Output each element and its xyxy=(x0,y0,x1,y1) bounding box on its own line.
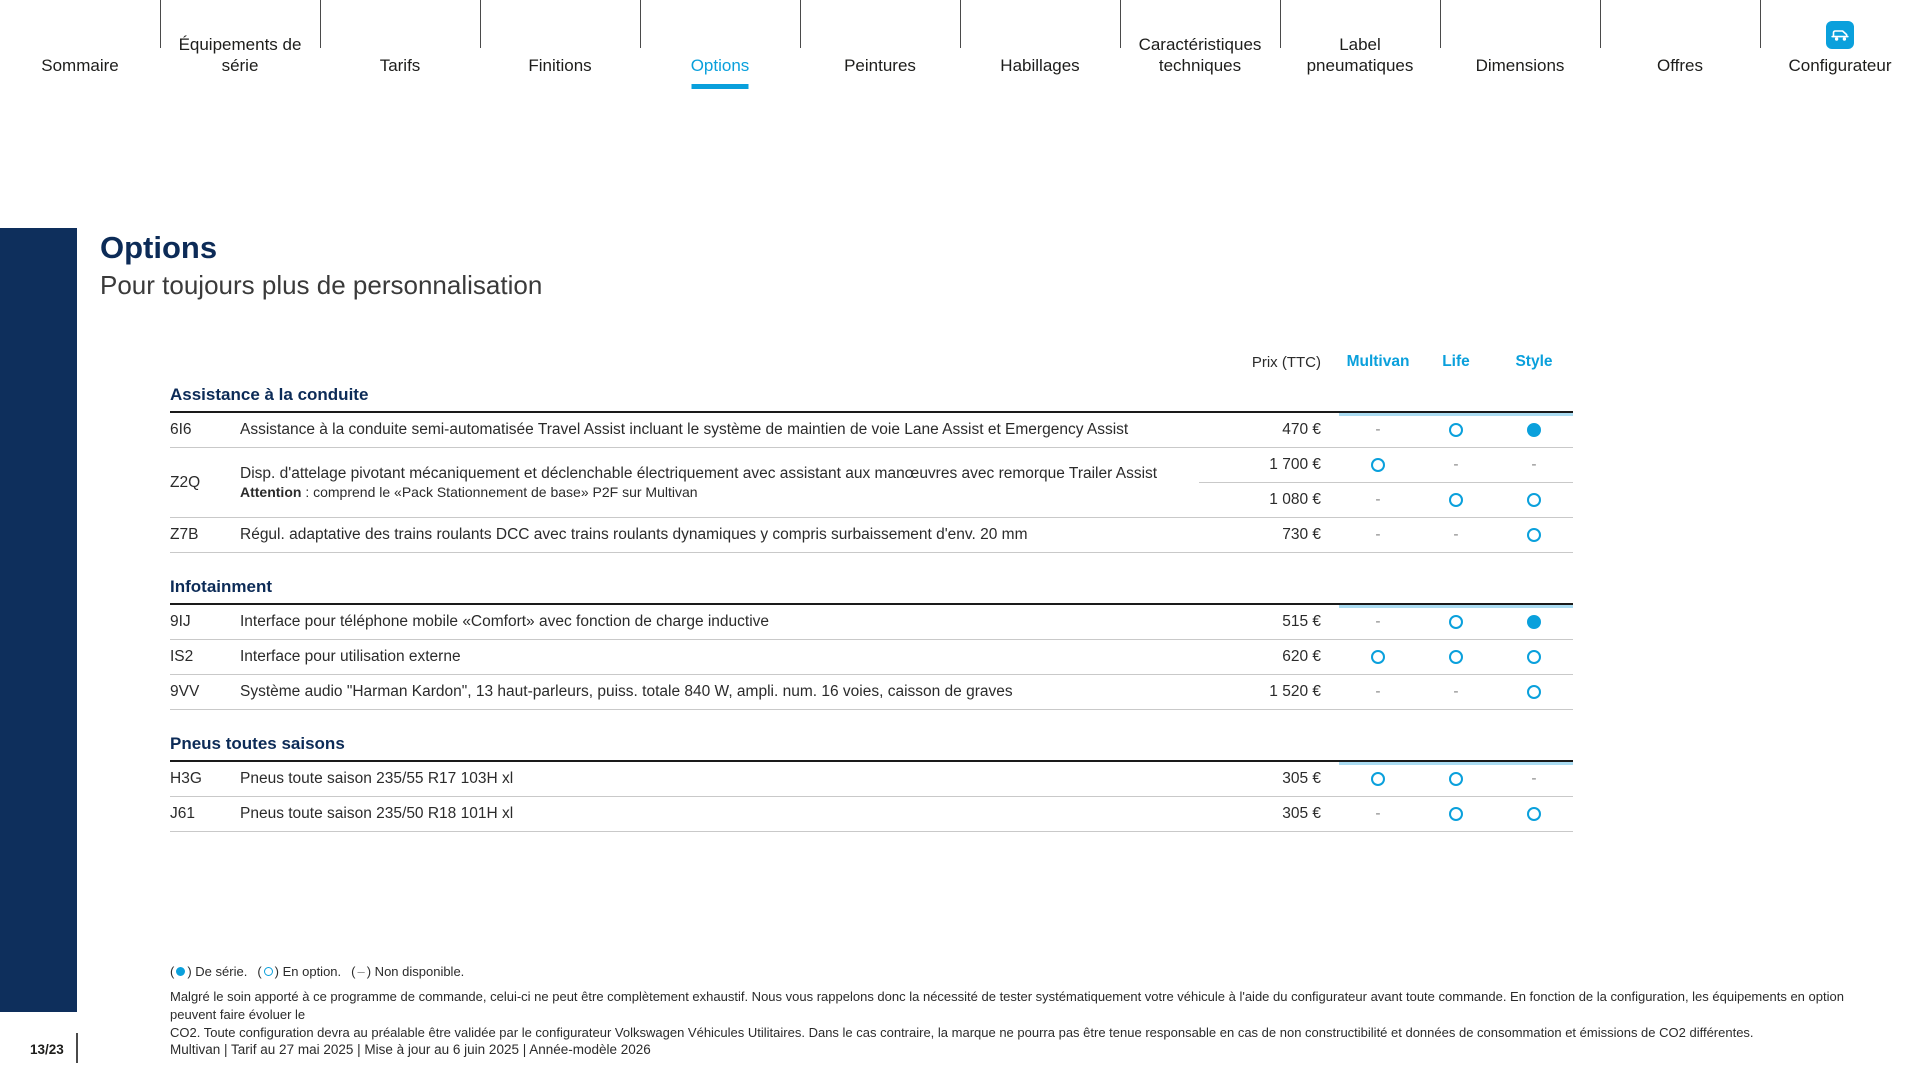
open-circle-icon xyxy=(1371,772,1385,786)
dash-icon: - xyxy=(1375,421,1381,438)
option-row xyxy=(170,605,1573,640)
availability-style xyxy=(1495,762,1573,796)
option-price: 1 700 € xyxy=(1269,456,1321,473)
options-section xyxy=(170,385,1573,553)
dash-icon: - xyxy=(1375,613,1381,630)
option-code: 6I6 xyxy=(170,421,192,438)
option-code: 9IJ xyxy=(170,613,191,630)
section-rows xyxy=(170,605,1573,710)
page-subtitle: Pour toujours plus de personnalisation xyxy=(100,270,543,300)
legend-item: ( – ) Non disponible. xyxy=(351,964,465,979)
open-circle-icon xyxy=(1449,807,1463,821)
availability-multivan xyxy=(1339,797,1417,831)
availability-style xyxy=(1495,413,1573,447)
page-number: 13/23 xyxy=(30,1042,64,1057)
option-description: Système audio "Harman Kardon", 13 haut-parleurs, puiss. totale 840 W, ampli. num. 16 voies, caisson de graves xyxy=(240,683,1013,700)
availability-multivan xyxy=(1339,518,1417,552)
page-title: Options xyxy=(100,230,218,265)
dash-icon: – xyxy=(357,964,365,979)
availability-multivan xyxy=(1339,640,1417,674)
option-price: 305 € xyxy=(1282,805,1321,822)
legal-disclaimer xyxy=(170,988,1870,1043)
availability-multivan xyxy=(1339,483,1417,517)
availability-life xyxy=(1417,483,1495,517)
option-price-availability xyxy=(1199,448,1573,517)
dash-icon: - xyxy=(1531,456,1537,473)
availability-life xyxy=(1417,675,1495,709)
nav-tab-habillages[interactable] xyxy=(960,0,1120,110)
open-circle-icon xyxy=(1527,528,1541,542)
availability-life xyxy=(1417,413,1495,447)
main-content xyxy=(0,230,1920,832)
option-code: J61 xyxy=(170,805,195,822)
dash-icon: - xyxy=(1453,456,1459,473)
trim-header-life: Life xyxy=(1442,353,1470,370)
option-code: Z2Q xyxy=(170,473,201,491)
open-circle-icon xyxy=(1527,650,1541,664)
option-description: Assistance à la conduite semi-automatisée Travel Assist incluant le système de maintien de voie Lane Assist et Emergency Assist xyxy=(240,421,1129,438)
nav-tab-label: Options xyxy=(690,55,750,75)
price-availability-line xyxy=(1199,518,1573,552)
availability-style xyxy=(1495,448,1573,482)
filled-circle-icon xyxy=(1527,615,1541,629)
availability-style xyxy=(1495,483,1573,517)
dash-icon: - xyxy=(1531,770,1537,787)
open-circle-icon xyxy=(1527,493,1541,507)
availability-style xyxy=(1495,675,1573,709)
option-description: Pneus toute saison 235/50 R18 101H xl xyxy=(240,805,514,822)
availability-style xyxy=(1495,518,1573,552)
option-row xyxy=(170,762,1573,797)
active-tab-underline xyxy=(692,84,749,89)
option-description: Pneus toute saison 235/55 R17 103H xl xyxy=(240,770,514,787)
availability-legend xyxy=(170,964,464,979)
open-circle-icon xyxy=(1449,493,1463,507)
price-availability-line xyxy=(1199,605,1573,639)
availability-style xyxy=(1495,797,1573,831)
option-price: 470 € xyxy=(1282,421,1321,438)
section-title: Infotainment xyxy=(170,577,1573,605)
configurator-icon xyxy=(1826,21,1854,49)
nav-tab-equipements-de-serie[interactable] xyxy=(160,0,320,110)
nav-tab-sommaire[interactable] xyxy=(0,0,160,110)
availability-life xyxy=(1417,605,1495,639)
availability-life xyxy=(1417,797,1495,831)
availability-multivan xyxy=(1339,762,1417,796)
option-row xyxy=(170,675,1573,710)
option-price-availability xyxy=(1199,413,1573,447)
option-price: 1 080 € xyxy=(1269,491,1321,508)
option-price: 515 € xyxy=(1282,613,1321,630)
option-price-availability xyxy=(1199,518,1573,552)
nav-tab-label: Caractéristiques techniques xyxy=(1138,34,1262,75)
dash-icon: - xyxy=(1453,526,1459,543)
dash-icon: - xyxy=(1375,491,1381,508)
availability-life xyxy=(1417,448,1495,482)
nav-tab-label: Tarifs xyxy=(379,55,421,75)
disclaimer-line: Malgré le soin apporté à ce programme de commande, celui-ci ne peut être complètement exhaustif. Nous vous rappelons donc la nécessité de tester systématiquement votre véhicule à l'aide du configurateur avant toute commande. En fonction de la configuration, les équipements en option peuvent faire évoluer le xyxy=(170,989,1844,1023)
availability-style xyxy=(1495,605,1573,639)
section-rows xyxy=(170,762,1573,832)
nav-tab-label: Sommaire xyxy=(41,55,119,75)
option-price: 620 € xyxy=(1282,648,1321,665)
dash-icon: - xyxy=(1375,526,1381,543)
nav-tab-label: Offres xyxy=(1657,55,1703,75)
footer-divider xyxy=(76,1033,78,1063)
price-column-header: Prix (TTC) xyxy=(1251,354,1321,371)
section-rows xyxy=(170,413,1573,553)
nav-tab-label: Label pneumatiques xyxy=(1306,34,1414,75)
section-title: Assistance à la conduite xyxy=(170,385,1573,413)
dash-icon: - xyxy=(1375,683,1381,700)
nav-tab-tarifs[interactable] xyxy=(320,0,480,110)
table-sections xyxy=(170,385,1573,832)
options-section xyxy=(170,734,1573,832)
price-availability-line xyxy=(1199,762,1573,796)
table-header xyxy=(170,353,1573,379)
nav-tab-label: Finitions xyxy=(528,55,592,75)
nav-tab-label: Dimensions xyxy=(1475,55,1565,75)
legend-item: ( ) En option. xyxy=(257,964,342,979)
nav-tab-configurateur[interactable] xyxy=(1760,0,1920,110)
filled-circle-icon xyxy=(1527,423,1541,437)
document-info: Multivan | Tarif au 27 mai 2025 | Mise à jour au 6 juin 2025 | Année-modèle 2026 xyxy=(170,1042,651,1057)
option-code: 9VV xyxy=(170,683,200,700)
nav-tab-label: Peintures xyxy=(844,55,916,75)
options-table xyxy=(170,353,1573,832)
availability-multivan xyxy=(1339,605,1417,639)
options-section xyxy=(170,577,1573,710)
filled-circle-icon xyxy=(176,967,185,976)
option-description: Interface pour utilisation externe xyxy=(240,648,461,665)
option-price-availability xyxy=(1199,762,1573,796)
dash-icon: - xyxy=(1453,683,1459,700)
availability-multivan xyxy=(1339,675,1417,709)
open-circle-icon xyxy=(1371,650,1385,664)
nav-tab-label: Habillages xyxy=(1000,55,1080,75)
option-description: Régul. adaptative des trains roulants DCC avec trains roulants dynamiques y compris surbaissement d'env. 20 mm xyxy=(240,526,1028,543)
option-code: H3G xyxy=(170,770,202,787)
open-circle-icon xyxy=(1527,807,1541,821)
price-availability-line xyxy=(1199,482,1573,517)
nav-tab-peintures[interactable] xyxy=(800,0,960,110)
open-circle-icon xyxy=(1449,650,1463,664)
option-code: Z7B xyxy=(170,526,199,543)
nav-tab-label: Configurateur xyxy=(1788,55,1892,75)
option-row xyxy=(170,797,1573,832)
nav-tab-offres[interactable] xyxy=(1600,0,1760,110)
price-availability-line xyxy=(1199,640,1573,674)
open-circle-icon xyxy=(1449,772,1463,786)
option-description: Disp. d'attelage pivotant mécaniquement et déclenchable électriquement avec assistant aux manœuvres avec remorque Trailer Assist Attention : comprend le «Pack Stationnement de base» P2F sur Multivan xyxy=(240,465,1158,500)
price-availability-line xyxy=(1199,448,1573,482)
disclaimer-line: CO2. Toute configuration devra au préalable être validée par le configurateur Volkswagen Véhicules Utilitaires. Dans le cas contraire, la marque ne pourra pas être tenue responsable en cas de non constructibilité et données de consommation et émissions de CO2 différentes. xyxy=(170,1025,1754,1041)
nav-tab-label: Équipements de série xyxy=(178,34,302,75)
availability-multivan xyxy=(1339,448,1417,482)
availability-life xyxy=(1417,762,1495,796)
option-row xyxy=(170,518,1573,553)
option-code: IS2 xyxy=(170,648,194,665)
nav-tab-finitions[interactable] xyxy=(480,0,640,110)
nav-tab-dimensions[interactable] xyxy=(1440,0,1600,110)
option-row xyxy=(170,448,1573,518)
price-availability-line xyxy=(1199,413,1573,447)
trim-header-style: Style xyxy=(1515,353,1553,370)
dash-icon: - xyxy=(1375,805,1381,822)
trim-header-multivan: Multivan xyxy=(1346,353,1410,370)
nav-tab-label-pneumatiques[interactable] xyxy=(1280,0,1440,110)
open-circle-icon xyxy=(1449,615,1463,629)
open-circle-icon xyxy=(1449,423,1463,437)
option-price-availability xyxy=(1199,640,1573,674)
availability-style xyxy=(1495,640,1573,674)
open-circle-icon xyxy=(264,967,273,976)
option-price: 730 € xyxy=(1282,526,1321,543)
open-circle-icon xyxy=(1371,458,1385,472)
legend-item: ( ) De série. xyxy=(170,964,248,979)
section-title: Pneus toutes saisons xyxy=(170,734,1573,762)
open-circle-icon xyxy=(1527,685,1541,699)
option-row xyxy=(170,413,1573,448)
availability-life xyxy=(1417,518,1495,552)
availability-life xyxy=(1417,640,1495,674)
nav-tab-options[interactable] xyxy=(640,0,800,110)
top-navigation xyxy=(0,0,1920,110)
availability-multivan xyxy=(1339,413,1417,447)
option-price: 305 € xyxy=(1282,770,1321,787)
price-availability-line xyxy=(1199,797,1573,831)
nav-tab-caracteristiques-techniques[interactable] xyxy=(1120,0,1280,110)
option-description: Interface pour téléphone mobile «Comfort» avec fonction de charge inductive xyxy=(240,613,770,630)
price-availability-line xyxy=(1199,675,1573,709)
option-price: 1 520 € xyxy=(1269,683,1321,700)
option-price-availability xyxy=(1199,797,1573,831)
option-price-availability xyxy=(1199,675,1573,709)
option-price-availability xyxy=(1199,605,1573,639)
option-row xyxy=(170,640,1573,675)
